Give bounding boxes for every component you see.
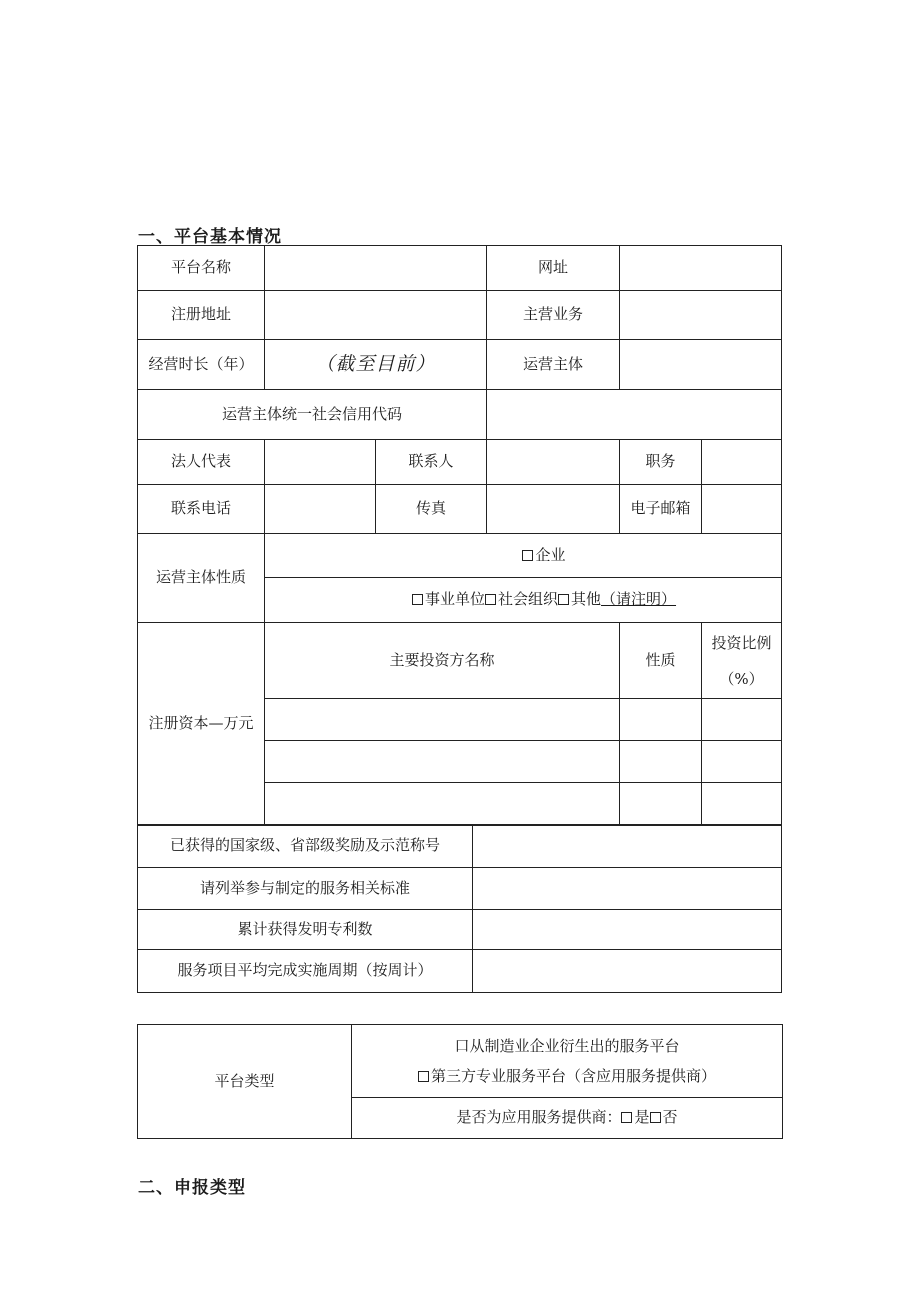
- social-org-option-label: 社会组织: [497, 590, 558, 609]
- investor-ratio-header-line2: （%）: [719, 669, 764, 688]
- institution-option-label: 事业单位: [424, 590, 485, 609]
- fax-field[interactable]: [487, 485, 620, 534]
- contact-person-field[interactable]: [487, 440, 620, 485]
- section-heading-basic-info: 一、平台基本情况: [138, 227, 282, 247]
- investor-name-cell[interactable]: [265, 741, 620, 783]
- investor-nature-cell[interactable]: [620, 699, 702, 741]
- website-field[interactable]: [620, 246, 782, 291]
- investor-name-cell[interactable]: [265, 783, 620, 826]
- main-business-field[interactable]: [620, 291, 782, 340]
- investor-nature-cell[interactable]: [620, 741, 702, 783]
- operator-label: 运营主体: [487, 340, 620, 390]
- operating-years-note: （截至目前）: [315, 353, 436, 376]
- enterprise-checkbox[interactable]: [522, 550, 533, 561]
- platform-name-field[interactable]: [265, 246, 487, 291]
- other-option-label: 其他: [571, 590, 602, 609]
- email-field[interactable]: [702, 485, 782, 534]
- investor-ratio-header-line1: 投资比例: [711, 633, 772, 652]
- capital-label: 注册资本—万元: [138, 623, 265, 826]
- cycle-label: 服务项目平均完成实施周期（按周计）: [138, 950, 473, 993]
- website-label: 网址: [487, 246, 620, 291]
- app-provider-row: [352, 1098, 783, 1139]
- operating-years-label: 经营时长（年）: [138, 340, 265, 390]
- contact-person-label: 联系人: [376, 440, 487, 485]
- other-note-field[interactable]: （请注明）: [601, 590, 677, 609]
- option2-checkbox[interactable]: [418, 1071, 429, 1082]
- investor-nature-cell[interactable]: [620, 783, 702, 826]
- email-label: 电子邮箱: [620, 485, 702, 534]
- basic-info-table: [137, 245, 782, 826]
- option2-row: [352, 1061, 782, 1091]
- awards-field[interactable]: [473, 825, 782, 868]
- credit-code-field[interactable]: [487, 390, 782, 440]
- position-field[interactable]: [702, 440, 782, 485]
- cycle-field[interactable]: [473, 950, 782, 993]
- patents-field[interactable]: [473, 910, 782, 950]
- platform-name-label: 平台名称: [138, 246, 265, 291]
- credit-code-label: 运营主体统一社会信用代码: [138, 390, 487, 440]
- nature-label: 运营主体性质: [138, 534, 265, 623]
- reg-address-label: 注册地址: [138, 291, 265, 340]
- yes-label: 是: [634, 1108, 650, 1127]
- option2-label: 第三方专业服务平台（含应用服务提供商）: [430, 1067, 716, 1085]
- operator-field[interactable]: [620, 340, 782, 390]
- investor-ratio-cell[interactable]: [702, 699, 782, 741]
- achievements-table: [137, 824, 782, 993]
- social-org-checkbox[interactable]: [485, 594, 496, 605]
- platform-type-table: [137, 1024, 783, 1139]
- legal-rep-label: 法人代表: [138, 440, 265, 485]
- reg-address-field[interactable]: [265, 291, 487, 340]
- patents-label: 累计获得发明专利数: [138, 910, 473, 950]
- investor-ratio-header: [702, 623, 782, 699]
- nature-row-others: [265, 578, 782, 623]
- yes-checkbox[interactable]: [621, 1112, 632, 1123]
- investor-name-header: 主要投资方名称: [265, 623, 620, 699]
- operating-years-field[interactable]: [265, 340, 487, 390]
- fax-label: 传真: [376, 485, 487, 534]
- investor-ratio-cell[interactable]: [702, 741, 782, 783]
- standards-field[interactable]: [473, 868, 782, 910]
- phone-field[interactable]: [265, 485, 376, 534]
- enterprise-option-label: 企业: [535, 545, 566, 564]
- other-checkbox[interactable]: [558, 594, 569, 605]
- app-provider-question: 是否为应用服务提供商：: [456, 1108, 622, 1127]
- phone-label: 联系电话: [138, 485, 265, 534]
- option1-box[interactable]: 口: [454, 1037, 470, 1055]
- platform-type-options: [352, 1025, 783, 1098]
- main-business-label: 主营业务: [487, 291, 620, 340]
- option1-label: 从制造业企业衍生出的服务平台: [469, 1037, 680, 1055]
- institution-checkbox[interactable]: [412, 594, 423, 605]
- option1-row: [352, 1031, 782, 1061]
- awards-label: 已获得的国家级、省部级奖励及示范称号: [138, 825, 473, 868]
- legal-rep-field[interactable]: [265, 440, 376, 485]
- section-heading-application-type: 二、申报类型: [138, 1178, 246, 1198]
- no-checkbox[interactable]: [650, 1112, 661, 1123]
- nature-row-enterprise: [265, 534, 782, 578]
- platform-type-label: 平台类型: [138, 1025, 352, 1139]
- position-label: 职务: [620, 440, 702, 485]
- investor-name-cell[interactable]: [265, 699, 620, 741]
- no-label: 否: [662, 1108, 678, 1127]
- investor-ratio-cell[interactable]: [702, 783, 782, 826]
- investor-nature-header: 性质: [620, 623, 702, 699]
- standards-label: 请列举参与制定的服务相关标准: [138, 868, 473, 910]
